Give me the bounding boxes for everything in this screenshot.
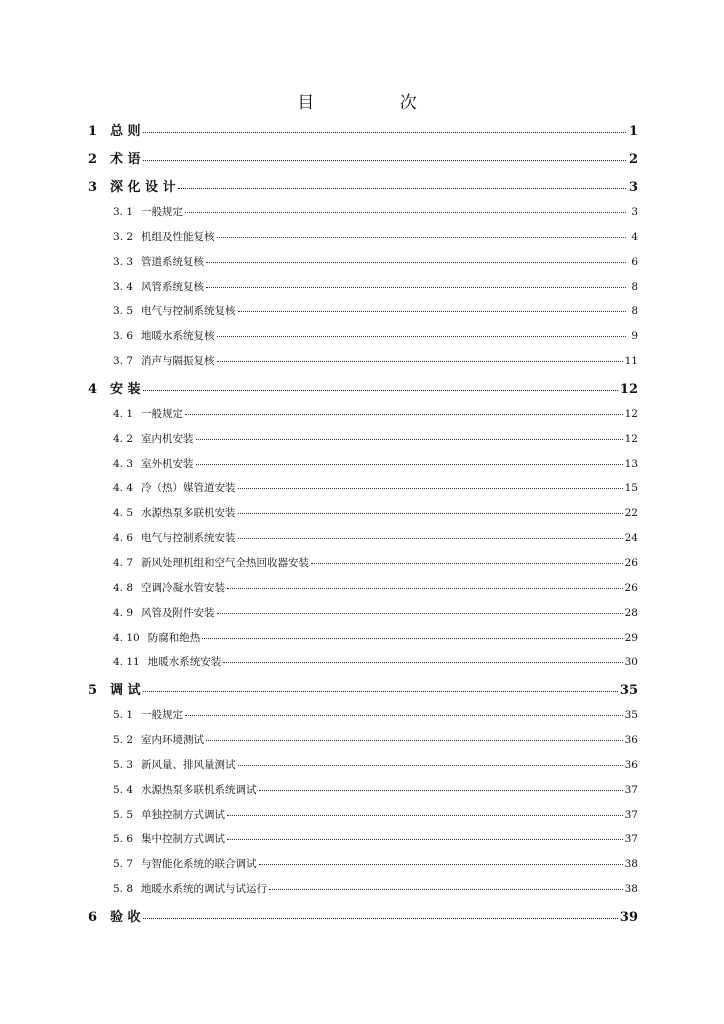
- toc-entry-label: 安 装: [110, 381, 141, 397]
- toc-entry-number: 4. 3: [113, 457, 134, 470]
- toc-section-4-2[interactable]: [0, 431, 724, 456]
- toc-entry-label: 集中控制方式调试: [141, 833, 226, 846]
- toc-entry-page: 36: [624, 734, 638, 747]
- toc-entry-number: 4. 11: [113, 656, 140, 669]
- dot-leader: [227, 807, 623, 818]
- dot-leader: [206, 733, 623, 744]
- toc-entry-page: 4: [631, 230, 638, 243]
- dot-leader: [227, 580, 623, 591]
- toc-section-3-7[interactable]: [0, 353, 724, 378]
- toc-entry-label: 空调冷凝水管安装: [141, 581, 226, 594]
- toc-chapter-1[interactable]: [0, 120, 724, 148]
- toc-entry-page: 22: [624, 507, 638, 520]
- toc-entry-page: 37: [624, 808, 638, 821]
- toc-entry-label: 单独控制方式调试: [141, 808, 226, 821]
- dot-leader: [143, 122, 626, 135]
- toc-section-4-1[interactable]: [0, 406, 724, 431]
- dot-leader: [143, 681, 618, 694]
- toc-entry-page: 36: [624, 758, 638, 771]
- toc-entry-label: 总 则: [110, 124, 141, 139]
- toc-entry-number: 5: [88, 683, 98, 699]
- toc-entry-label: 深 化 设 计: [110, 180, 176, 195]
- toc-section-4-6[interactable]: [0, 530, 724, 555]
- dot-leader: [196, 456, 623, 467]
- toc-entry-page: 38: [624, 883, 638, 896]
- toc-entry-label: 验 收: [110, 909, 141, 925]
- dot-leader: [238, 757, 623, 768]
- toc-entry-label: 地暖水系统复核: [141, 330, 215, 343]
- toc-entry-page: 11: [624, 355, 638, 368]
- dot-leader: [217, 229, 626, 240]
- dot-leader: [259, 782, 623, 793]
- toc-entry-label: 地暖水系统的调试与试运行: [141, 883, 268, 896]
- toc-entry-number: 5. 4: [113, 783, 134, 796]
- dot-leader: [217, 354, 623, 365]
- toc-entry-label: 管道系统复核: [141, 255, 205, 268]
- toc-section-4-9[interactable]: [0, 605, 724, 630]
- toc-section-4-10[interactable]: [0, 630, 724, 655]
- toc-section-4-3[interactable]: [0, 456, 724, 481]
- toc-section-4-7[interactable]: [0, 555, 724, 580]
- dot-leader: [143, 150, 626, 163]
- toc-entry-number: 4. 10: [113, 631, 140, 644]
- toc-entry-number: 4: [88, 381, 98, 397]
- toc-entry-page: 15: [624, 482, 638, 495]
- dot-leader: [178, 178, 626, 191]
- toc-entry-number: 4. 4: [113, 482, 134, 495]
- toc-entry-number: 3. 1: [113, 206, 134, 218]
- toc-entry-page: 6: [631, 255, 638, 268]
- toc-entry-number: 3. 6: [113, 330, 134, 343]
- toc-entry-number: 4. 6: [113, 532, 134, 545]
- toc-chapter-3[interactable]: [0, 176, 724, 204]
- toc-chapter-2[interactable]: [0, 148, 724, 176]
- toc-section-5-3[interactable]: [0, 757, 724, 782]
- toc-entry-number: 5. 7: [113, 858, 134, 871]
- toc-entry-label: 风管及附件安装: [141, 606, 215, 619]
- toc-section-3-2[interactable]: [0, 229, 724, 254]
- toc-entry-label: 室内环境测试: [141, 734, 205, 747]
- dot-leader: [269, 882, 623, 893]
- toc-entry-page: 37: [624, 833, 638, 846]
- toc-entry-number: 2: [88, 152, 98, 167]
- toc-entry-label: 新风处理机组和空气全热回收器安装: [141, 556, 310, 569]
- dot-leader: [217, 329, 626, 340]
- toc-entry-page: 1: [628, 124, 638, 139]
- toc-section-3-3[interactable]: [0, 254, 724, 279]
- toc-entry-number: 3. 5: [113, 305, 134, 318]
- dot-leader: [238, 506, 623, 517]
- toc-entry-page: 37: [624, 783, 638, 796]
- toc-entry-number: 4. 8: [113, 581, 134, 594]
- toc-entry-number: 5. 6: [113, 833, 134, 846]
- toc-section-3-4[interactable]: [0, 279, 724, 304]
- toc-entry-page: 13: [624, 457, 638, 470]
- toc-entry-label: 术 语: [110, 152, 141, 167]
- toc-entry-number: 3. 2: [113, 230, 134, 243]
- toc-entry-page: 12: [624, 407, 638, 420]
- toc-entry-page: 12: [624, 432, 638, 445]
- toc-entry-label: 室外机安装: [141, 457, 194, 470]
- dot-leader: [259, 857, 623, 868]
- toc-section-4-4[interactable]: [0, 480, 724, 505]
- toc-entry-number: 5. 5: [113, 808, 134, 821]
- toc-entry-page: 3: [628, 180, 638, 195]
- toc-entry-page: 35: [619, 683, 638, 699]
- toc-section-4-11[interactable]: [0, 654, 724, 679]
- dot-leader: [143, 380, 618, 393]
- toc-entry-number: 5. 3: [113, 758, 134, 771]
- toc-entry-page: 8: [631, 280, 638, 293]
- dot-leader: [185, 205, 626, 216]
- toc-entry-number: 5. 8: [113, 883, 134, 896]
- toc-section-5-8[interactable]: [0, 881, 724, 906]
- toc-entry-label: 电气与控制系统复核: [141, 305, 236, 318]
- dot-leader: [238, 304, 626, 315]
- toc-entry-number: 3. 7: [113, 355, 134, 368]
- toc-entry-label: 新风量、排风量测试: [141, 758, 236, 771]
- toc-section-5-5[interactable]: [0, 807, 724, 832]
- toc-entry-number: 4. 5: [113, 507, 134, 520]
- toc-chapter-4[interactable]: [0, 378, 724, 406]
- toc-entry-label: 室内机安装: [141, 432, 194, 445]
- toc-entry-label: 调 试: [110, 683, 141, 699]
- toc-entry-page: 38: [624, 858, 638, 871]
- toc-entry-label: 风管系统复核: [141, 280, 205, 293]
- dot-leader: [227, 832, 623, 843]
- dot-leader: [202, 630, 622, 641]
- toc-entry-page: 26: [624, 556, 638, 569]
- toc-entry-label: 冷（热）媒管道安装: [141, 482, 236, 495]
- dot-leader: [206, 254, 626, 265]
- toc-entry-number: 3: [88, 180, 98, 195]
- toc-entry-number: 4. 2: [113, 432, 134, 445]
- toc-entry-number: 5. 1: [113, 709, 134, 722]
- toc-entry-label: 防腐和绝热: [147, 631, 201, 644]
- toc-section-4-8[interactable]: [0, 580, 724, 605]
- dot-leader: [238, 531, 623, 542]
- toc-section-5-7[interactable]: [0, 856, 724, 881]
- toc-entry-label: 与智能化系统的联合调试: [141, 858, 257, 871]
- dot-leader: [185, 406, 623, 417]
- toc-entry-number: 5. 2: [113, 734, 134, 747]
- toc-entry-page: 29: [624, 631, 638, 644]
- dot-leader: [238, 481, 623, 492]
- toc-entry-label: 水源热泵多联机安装: [141, 507, 236, 520]
- toc-entry-number: 4. 9: [113, 606, 134, 619]
- dot-leader: [196, 431, 623, 442]
- dot-leader: [206, 279, 626, 290]
- toc-entry-page: 28: [624, 606, 638, 619]
- toc-entry-number: 6: [88, 909, 98, 925]
- toc-entry-page: 30: [624, 656, 638, 669]
- toc-entry-label: 一般规定: [141, 407, 184, 420]
- toc-section-5-4[interactable]: [0, 782, 724, 807]
- toc-entry-number: 4. 1: [113, 407, 134, 420]
- toc-entry-number: 3. 4: [113, 280, 134, 293]
- dot-leader: [217, 605, 623, 616]
- toc-entry-page: 35: [624, 709, 638, 722]
- toc-entry-label: 水源热泵多联机系统调试: [141, 783, 257, 796]
- toc-section-5-1[interactable]: [0, 707, 724, 732]
- toc-entry-page: 12: [619, 381, 638, 397]
- toc-section-3-6[interactable]: [0, 328, 724, 353]
- dot-leader: [143, 908, 618, 921]
- toc-chapter-5[interactable]: [0, 679, 724, 707]
- toc-section-5-6[interactable]: [0, 831, 724, 856]
- toc-entry-label: 一般规定: [141, 709, 184, 722]
- toc-entry-page: 3: [631, 206, 638, 218]
- toc-entry-page: 24: [624, 532, 638, 545]
- toc-entry-number: 4. 7: [113, 556, 134, 569]
- dot-leader: [311, 555, 623, 566]
- toc-entry-page: 39: [619, 909, 638, 925]
- toc-section-3-1[interactable]: [0, 204, 724, 229]
- toc-entry-label: 地暖水系统安装: [147, 656, 222, 669]
- toc-entry-label: 消声与隔振复核: [141, 355, 215, 368]
- toc-entry-page: 26: [624, 581, 638, 594]
- table-of-contents: [0, 120, 724, 934]
- toc-entry-number: 1: [88, 124, 98, 139]
- toc-section-4-5[interactable]: [0, 505, 724, 530]
- toc-entry-page: 2: [628, 152, 638, 167]
- toc-chapter-6[interactable]: [0, 906, 724, 934]
- dot-leader: [185, 708, 623, 719]
- toc-entry-label: 机组及性能复核: [141, 230, 215, 243]
- toc-section-3-5[interactable]: [0, 303, 724, 328]
- toc-entry-page: 9: [631, 330, 638, 343]
- toc-entry-number: 3. 3: [113, 255, 134, 268]
- toc-title: 目 次: [297, 93, 457, 113]
- dot-leader: [223, 655, 622, 666]
- toc-entry-label: 电气与控制系统安装: [141, 532, 236, 545]
- toc-entry-page: 8: [631, 305, 638, 318]
- toc-section-5-2[interactable]: [0, 732, 724, 757]
- toc-entry-label: 一般规定: [141, 206, 184, 218]
